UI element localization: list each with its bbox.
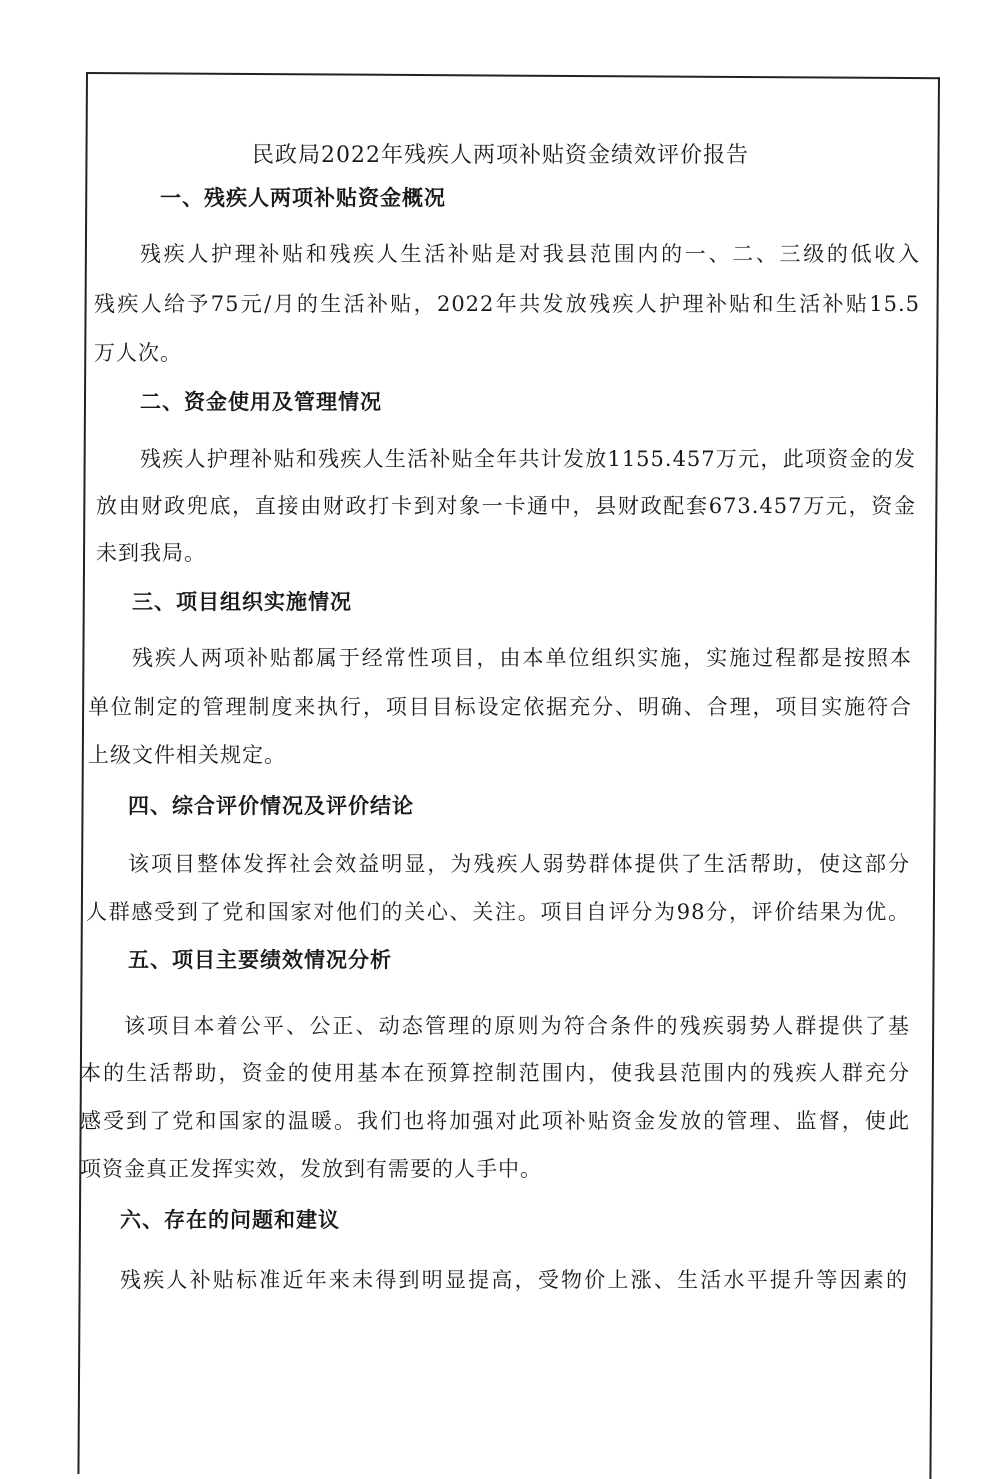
paragraph-line: 万人次。 [94, 341, 182, 365]
paragraph-line: 本的生活帮助，资金的使用基本在预算控制范围内，使我县范围内的残疾人群充分 [80, 1061, 910, 1085]
paragraph-line: 残疾人护理补贴和残疾人生活补贴全年共计发放1155.457万元，此项资金的发 [140, 447, 916, 471]
section-heading-6: 六、存在的问题和建议 [120, 1207, 340, 1232]
paragraph-line: 该项目整体发挥社会效益明显，为残疾人弱势群体提供了生活帮助，使这部分 [128, 852, 910, 876]
paragraph-line: 该项目本着公平、公正、动态管理的原则为符合条件的残疾弱势人群提供了基 [124, 1014, 910, 1038]
paragraph-line: 未到我局。 [96, 541, 206, 565]
paragraph-line: 残疾人给予75元/月的生活补贴，2022年共发放残疾人护理补贴和生活补贴15.5 [94, 292, 920, 316]
paragraph-line: 残疾人护理补贴和残疾人生活补贴是对我县范围内的一、二、三级的低收入 [140, 242, 920, 266]
paragraph-line: 项资金真正发挥实效，发放到有需要的人手中。 [80, 1157, 542, 1181]
section-heading-3: 三、项目组织实施情况 [132, 589, 352, 614]
section-heading-2: 二、资金使用及管理情况 [140, 389, 382, 414]
document-title: 民政局2022年残疾人两项补贴资金绩效评价报告 [252, 143, 749, 168]
paragraph-line: 残疾人两项补贴都属于经常性项目，由本单位组织实施，实施过程都是按照本 [132, 646, 912, 670]
paragraph-line: 残疾人补贴标准近年来未得到明显提高，受物价上涨、生活水平提升等因素的 [120, 1268, 908, 1292]
paragraph-line: 放由财政兜底，直接由财政打卡到对象一卡通中，县财政配套673.457万元，资金 [96, 494, 916, 518]
section-heading-1: 一、残疾人两项补贴资金概况 [160, 185, 446, 210]
paragraph-line: 单位制定的管理制度来执行，项目目标设定依据充分、明确、合理，项目实施符合 [88, 695, 912, 719]
paragraph-line: 上级文件相关规定。 [88, 743, 286, 767]
section-heading-4: 四、综合评价情况及评价结论 [128, 793, 414, 818]
paragraph-line: 人群感受到了党和国家对他们的关心、关注。项目自评分为98分，评价结果为优。 [86, 900, 910, 924]
section-heading-5: 五、项目主要绩效情况分析 [128, 947, 392, 972]
paragraph-line: 感受到了党和国家的温暖。我们也将加强对此项补贴资金发放的管理、监督，使此 [80, 1109, 910, 1133]
